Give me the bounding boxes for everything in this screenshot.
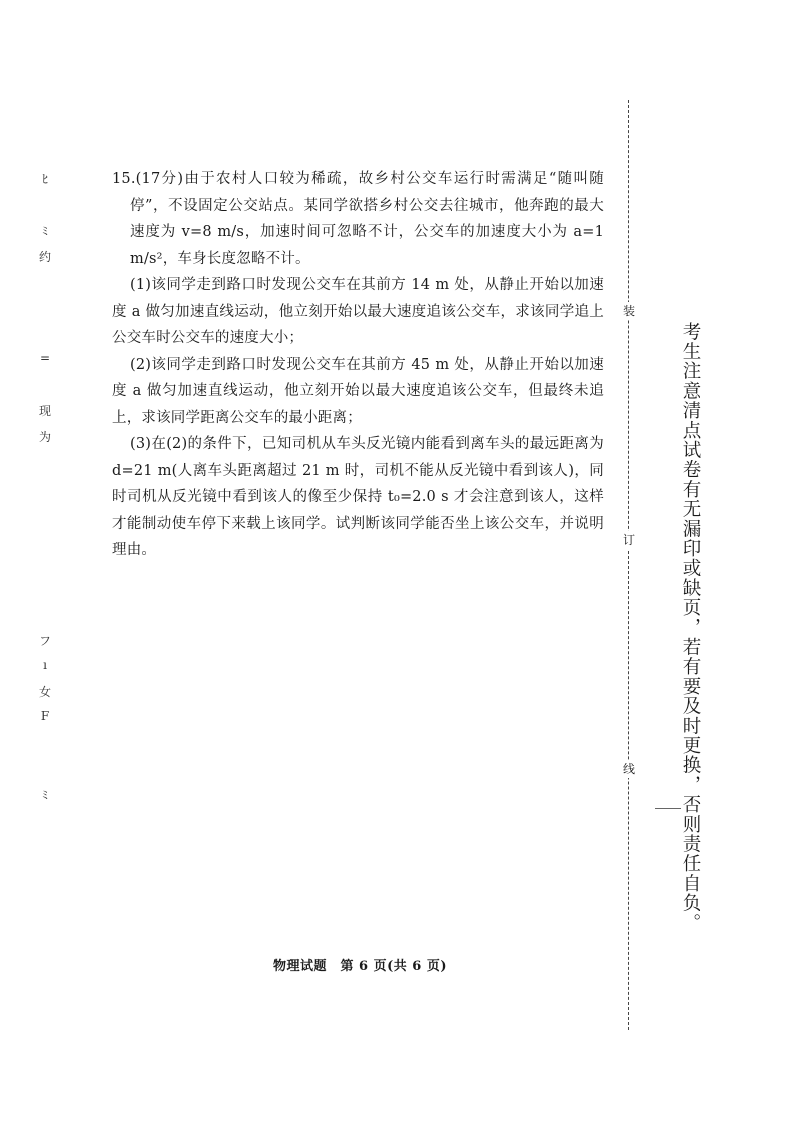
margin-mark: ﾋ: [41, 172, 48, 186]
margin-mark: 现: [38, 404, 51, 418]
question-2: (2)该同学走到路口时发现公交车在其前方 45 m 处，从静止开始以加速度 a 做匀加速直线运动，他立刻开始以最大速度追该公交车，但最终未追上，求该同学距离公交车的最小距离；: [112, 356, 604, 426]
problem-intro: 15.(17分)由于农村人口较为稀疏，故乡村公交车运行时需满足“随叫随停”，不设固定公交站点。某同学欲搭乡村公交去往城市，他奔跑的最大速度为 v=8 m/s，加速时间可忽略不计，公交车的加速度大小为 a=1 m/s²，车身长度忽略不计。: [112, 171, 604, 267]
page-footer: 物理试题 第 6 页(共 6 页): [273, 959, 447, 974]
margin-mark: ı: [43, 658, 47, 672]
margin-mark: 约: [38, 250, 51, 264]
margin-mark: ﾐ: [41, 788, 48, 802]
margin-mark: =: [39, 351, 51, 365]
problem-15: [112, 166, 604, 564]
exam-notice: 考生注意清点试卷有无漏印或缺页，若有要及时更换，否则责任自负。: [680, 322, 701, 933]
margin-mark: F: [40, 709, 50, 723]
binding-mark-ding: 订: [620, 531, 638, 549]
binding-mark-xian: 线: [620, 760, 638, 778]
binding-mark-zhuang: 装: [620, 302, 638, 320]
margin-mark: 女: [38, 685, 51, 699]
margin-mark: フ: [38, 634, 51, 648]
question-3: (3)在(2)的条件下，已知司机从车头反光镜内能看到离车头的最远距离为 d=21 m(人离车头距离超过 21 m 时，司机不能从反光镜中看到该人)，同时司机从反光镜中看到该人的像至少保持 t₀=2.0 s 才会注意到该人，这样才能制动使车停下来载上该同学。试判断该同学能否坐上该公交车，并说明理由。: [112, 436, 604, 558]
margin-mark: ﾐ: [41, 224, 48, 238]
margin-mark: 为: [38, 430, 51, 444]
question-1: (1)该同学走到路口时发现公交车在其前方 14 m 处，从静止开始以加速度 a 做匀加速直线运动，他立刻开始以最大速度追该公交车，求该同学追上公交车时公交车的速度大小；: [112, 277, 604, 346]
binding-line: [628, 100, 629, 1030]
